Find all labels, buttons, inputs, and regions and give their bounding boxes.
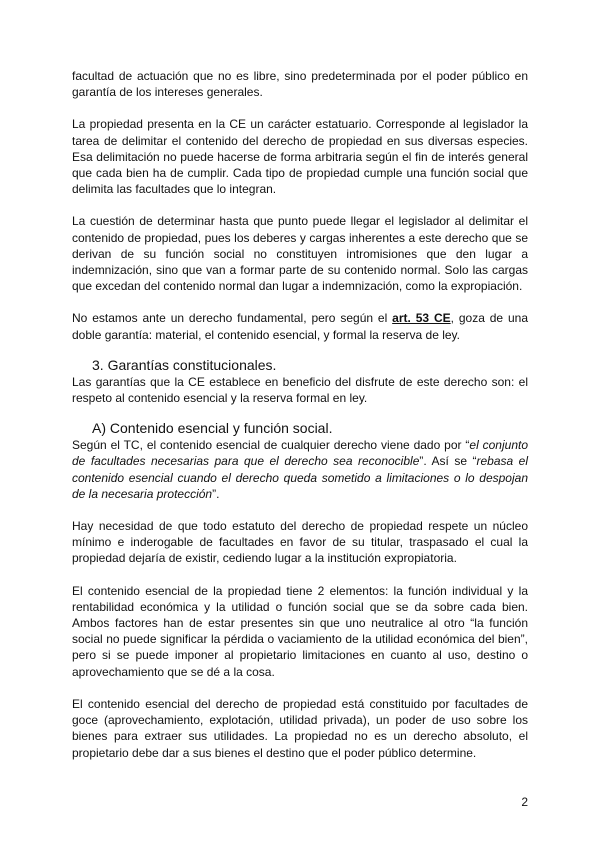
- definition-text-1: Según el TC, el contenido esencial de cualquier derecho viene dado por “: [72, 438, 470, 453]
- paragraph-facultades-goce: El contenido esencial del derecho de propiedad está constituido por facultades de goce (aprovechamiento, explotación, utilidad privada), un poder de uso sobre los bienes para extraer sus utilidades. La propiedad no es un derecho absoluto, el propietario debe dar a sus bienes el destino que el poder público determine.: [72, 696, 528, 760]
- section-3-text: Las garantías que la CE establece en beneficio del disfrute de este derecho son: el respeto al contenido esencial y la reserva formal en ley.: [72, 374, 528, 406]
- definition-text-2: ”. Así se “: [419, 454, 477, 469]
- paragraph-delimitacion: La cuestión de determinar hasta que punto puede llegar el legislador al delimitar el contenido de propiedad, pues los deberes y cargas inherentes a este derecho que se derivan de su función social no constituyen intromisiones que den lugar a indemnización, sino que van a formar parte de su contenido normal. Solo las cargas que excedan del contenido normal dan lugar a indemnización, como la expropiación.: [72, 214, 528, 294]
- art-53-ce-link[interactable]: art. 53 CE: [392, 311, 451, 326]
- paragraph-estatuario: La propiedad presenta en la CE un carácter estatuario. Corresponde al legislador la tarea de delimitar el contenido del derecho de propiedad en sus diversas especies. Esa delimitación no puede hacerse de forma arbitraria según el fin de interés general que cada bien ha de cumplir. Cada tipo de propiedad cumple una función social que delimita las facultades que lo integran.: [72, 117, 528, 197]
- doble-garantia-text-end: , goza de una doble garantía: material, el contenido esencial, y formal la reserva de ley.: [72, 311, 529, 342]
- section-a-definition: [72, 437, 528, 502]
- doble-garantia-text-start: No estamos ante un derecho fundamental, pero según el: [72, 311, 393, 326]
- document-page: [72, 68, 528, 761]
- paragraph-nucleo-minimo: Hay necesidad de que todo estatuto del derecho de propiedad respete un núcleo mínimo e inderogable de facultades en favor de su titular, traspasado el cual la propiedad dejaría de existir, cediendo lugar a la institución expropiatoria.: [72, 519, 528, 566]
- section-3-heading: 3. Garantías constitucionales.: [92, 356, 277, 373]
- paragraph-intro: facultad de actuación que no es libre, sino predeterminada por el poder público en garantía de los intereses generales.: [72, 69, 528, 100]
- definition-quote-2: rebasa el contenido esencial cuando el derecho queda sometido a limitaciones o lo despojan de la necesaria protección: [72, 454, 528, 501]
- definition-quote-1: el conjunto de facultades necesarias para que el derecho sea reconocible: [72, 438, 529, 469]
- paragraph-doble-garantia: [72, 310, 528, 342]
- page-number: 2: [521, 795, 528, 809]
- section-a-heading: A) Contenido esencial y función social.: [92, 420, 333, 437]
- paragraph-elementos: El contenido esencial de la propiedad tiene 2 elementos: la función individual y la rentabilidad económica y la utilidad o función social que se da sobre cada bien. Ambos factores han de estar presentes sin que uno neutralice al otro “la función social no puede significar la pérdida o vaciamiento de la utilidad económica del bien”, pero si se puede imponer al propietario limitaciones en cuanto al uso, destino o aprovechamiento que se dé a la cosa.: [72, 583, 528, 679]
- definition-text-3: ”.: [212, 486, 220, 501]
